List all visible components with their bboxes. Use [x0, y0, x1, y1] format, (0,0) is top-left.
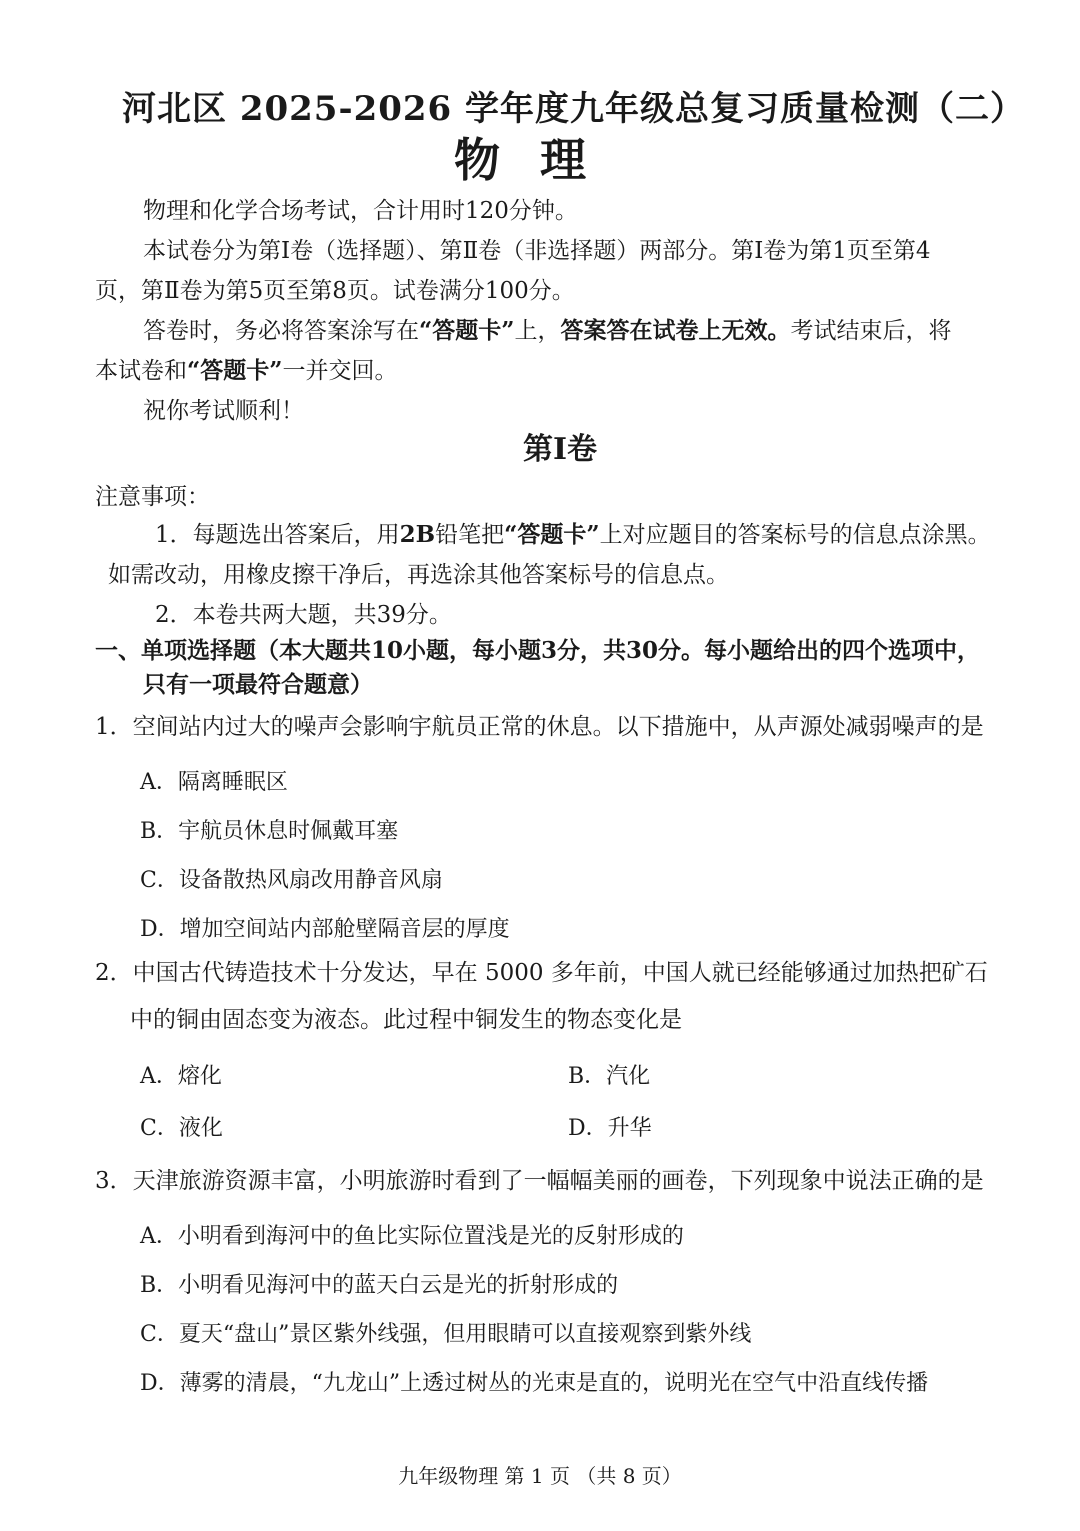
question-2-option-c: C．液化: [140, 1116, 223, 1141]
note-2: 2．本卷共两大题，共39分。: [155, 602, 452, 628]
question-3-option-b: B．小明看见海河中的蓝天白云是光的折射形成的: [140, 1273, 619, 1298]
intro-line-4: [143, 316, 951, 346]
question-1-option-a: A．隔离睡眠区: [140, 770, 288, 795]
note-1-pencil: 2B: [399, 521, 436, 548]
question-2-option-d: D．升华: [568, 1116, 652, 1141]
question-2-option-b: B．汽化: [568, 1064, 651, 1089]
intro-line-3: 页，第Ⅱ卷为第5页至第8页。试卷满分100分。: [95, 278, 575, 304]
subject-title: 物理: [454, 133, 626, 187]
intro-line-4e: 考试结束后，将: [790, 318, 952, 344]
note-1c: 铅笔把: [435, 522, 505, 548]
intro-line-2: 本试卷分为第Ⅰ卷（选择题）、第Ⅱ卷（非选择题）两部分。第Ⅰ卷为第1页至第4: [143, 238, 931, 264]
question-1-option-d: D．增加空间站内部舱壁隔音层的厚度: [140, 917, 510, 942]
note-1-card: “答题卡”: [504, 521, 600, 548]
intro-line-5c: 一并交回。: [282, 358, 398, 384]
part-1-heading: 一、单项选择题（本大题共10小题，每小题3分，共30分。每小题给出的四个选项中，: [95, 637, 981, 664]
section-heading: 第Ⅰ卷: [522, 432, 598, 467]
question-3-option-c: C．夏天“盘山”景区紫外线强，但用眼睛可以直接观察到紫外线: [140, 1322, 752, 1347]
answer-card-term: “答题卡”: [419, 317, 515, 344]
question-1-option-c: C．设备散热风扇改用静音风扇: [140, 868, 443, 893]
intro-line-4a: 答卷时，务必将答案涂写在: [143, 318, 419, 344]
question-3-stem: 3．天津旅游资源丰富，小明旅游时看到了一幅幅美丽的画卷，下列现象中说法正确的是: [95, 1168, 984, 1194]
question-1-option-b: B．宇航员休息时佩戴耳塞: [140, 819, 399, 844]
note-1e: 上对应题目的答案标号的信息点涂黑。: [599, 522, 991, 548]
intro-line-5a: 本试卷和: [95, 358, 187, 384]
intro-line-1: 物理和化学合场考试，合计用时120分钟。: [143, 198, 578, 224]
question-2-option-a: A．熔化: [140, 1064, 222, 1089]
note-1-line-2: 如需改动，用橡皮擦干净后，再选涂其他答案标号的信息点。: [108, 562, 729, 588]
question-3-option-a: A．小明看到海河中的鱼比实际位置浅是光的反射形成的: [140, 1224, 684, 1249]
exam-title: 河北区 2025-2026 学年度九年级总复习质量检测（二）: [122, 89, 1026, 129]
answer-card-term-2: “答题卡”: [187, 357, 283, 384]
note-1: [155, 520, 991, 550]
question-2-stem: 2．中国古代铸造技术十分发达，早在 5000 多年前，中国人就已经能够通过加热把矿石: [95, 960, 988, 986]
notes-label: 注意事项：: [95, 484, 210, 510]
question-3-option-d: D．薄雾的清晨，“九龙山”上透过树丛的光束是直的，说明光在空气中沿直线传播: [140, 1371, 929, 1396]
question-1-stem: 1．空间站内过大的噪声会影响宇航员正常的休息。以下措施中，从声源处减弱噪声的是: [95, 714, 984, 740]
invalid-answer-warning: 答案答在试卷上无效。: [560, 317, 791, 344]
page-footer: 九年级物理 第 1 页 （共 8 页）: [398, 1464, 682, 1488]
part-1-heading-line-2: 只有一项最符合题意）: [143, 671, 373, 698]
intro-line-5: [95, 356, 397, 386]
intro-line-6: 祝你考试顺利！: [143, 398, 304, 424]
question-2-stem-line-2: 中的铜由固态变为液态。此过程中铜发生的物态变化是: [130, 1007, 682, 1033]
note-1a: 1．每题选出答案后，用: [155, 522, 400, 548]
intro-line-4c: 上，: [514, 318, 561, 344]
